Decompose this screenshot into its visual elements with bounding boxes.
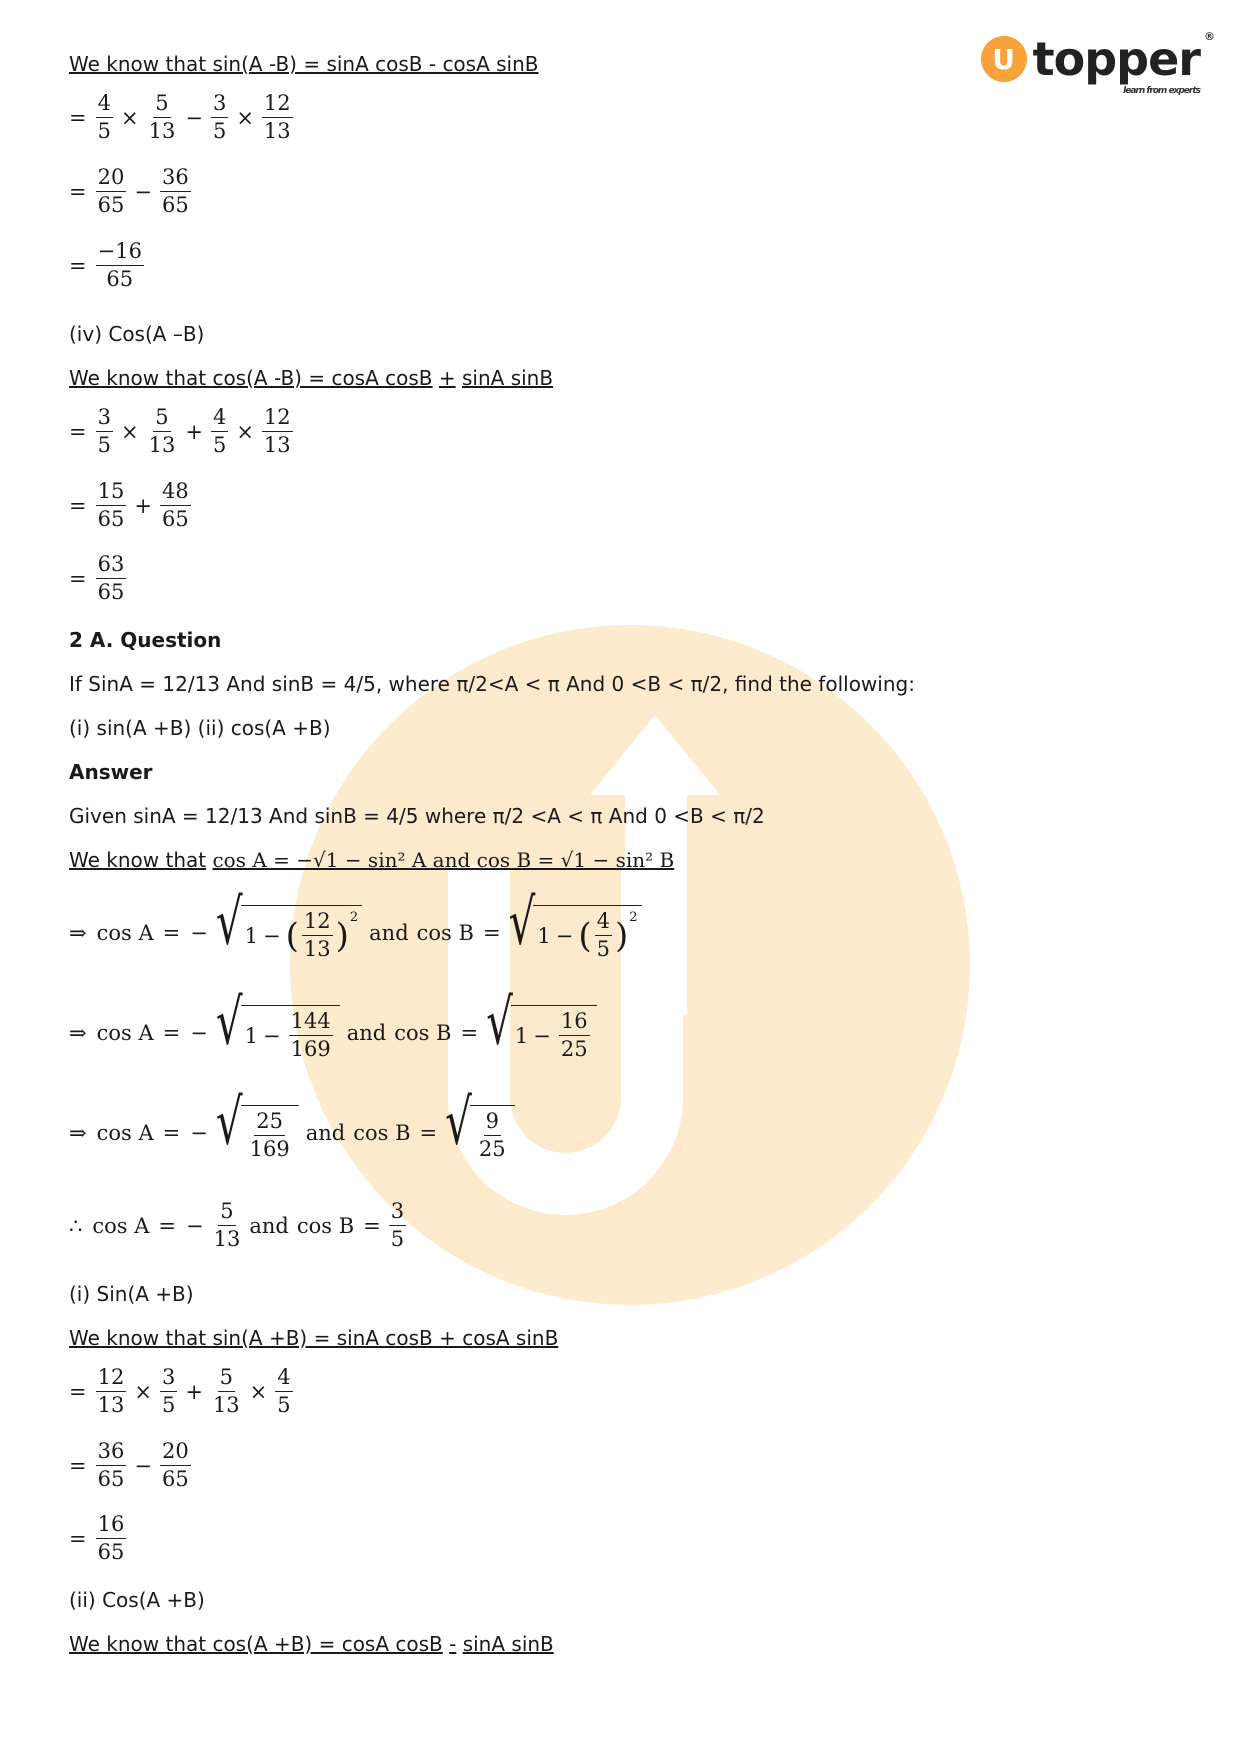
eq-sin-plus-step2: = $\frac{36}{65}$ − $\frac{20}{65}$ [69,1439,189,1492]
watermark-arrow-head [590,715,720,795]
question-title: 2 A. Question [69,628,222,652]
eq-cos-step1: = $\frac{3}{5}$ × $\frac{5}{13}$ + $\frac{4}{5}$ × $\frac{12}{13}$ [69,405,291,458]
logo-wordmark: topper [1032,32,1200,86]
eq-cos-derive1: ⇒ cos A = − √ 1 − ( $\frac{12}{13}$ ) 2 and cos B = √ 1 − ( $\frac{4}{5}$ ) 2 [69,905,645,961]
question-parts: (i) sin(A +B) (ii) cos(A +B) [69,716,331,740]
logo-name [1032,30,1214,96]
answer-title: Answer [69,760,153,784]
eq-sin-plus-result: = $\frac{16}{65}$ [69,1512,125,1565]
question-text: If SinA = 12/13 And sinB = 4/5, where π/2<A < π And 0 <B < π/2, find the following: [69,672,915,696]
eq-cos-derive3: ⇒ cos A = − √ $\frac{25}{169}$ and cos B = √ $\frac{9}{25}$ [69,1105,518,1161]
eq-sin-result: = $\frac{-16}{65}$ [69,239,142,292]
logo-badge-icon: U [981,36,1027,82]
eq-cos-step2: = $\frac{15}{65}$ + $\frac{48}{65}$ [69,479,189,532]
brand-logo [981,24,1214,96]
watermark-arrow-stem [625,765,687,1015]
eq-sin-plus-step1: = $\frac{12}{13}$ × $\frac{3}{5}$ + $\frac{5}{13}$ × $\frac{4}{5}$ [69,1365,291,1418]
part-ii-title: (ii) Cos(A +B) [69,1588,205,1612]
formula-sin-a-plus-b: We know that sin(A +B) = sinA cosB + cosA sinB [69,1326,559,1350]
eq-sin-step2: = $\frac{20}{65}$ − $\frac{36}{65}$ [69,165,189,218]
formula-cos-a-plus-b: We know that cos(A +B) = cosA cosB - sinA sinB [69,1632,554,1656]
logo-tagline: learn from experts [1123,86,1200,96]
eq-cos-derive2: ⇒ cos A = − √ 1 − $\frac{144}{169}$ and cos B = √ 1 − $\frac{16}{25}$ [69,1005,600,1061]
formula-sin-a-minus-b: We know that sin(A -B) = sinA cosB - cosA sinB [69,52,539,76]
eq-cos-values: ∴ cos A = − $\frac{5}{13}$ and cos B = $\frac{3}{5}$ [69,1199,405,1252]
given-statement: Given sinA = 12/13 And sinB = 4/5 where π/2 <A < π And 0 <B < π/2 [69,804,765,828]
logo-registered: ® [1204,30,1214,43]
know-identity: We know that cos A = −√1 − sin² A and cos B = √1 − sin² B [69,848,675,872]
eq-cos-result: = $\frac{63}{65}$ [69,552,125,605]
formula-cos-a-minus-b: We know that cos(A -B) = cosA cosB + sinA sinB [69,366,554,390]
eq-sin-step1: = $\frac{4}{5}$ × $\frac{5}{13}$ − $\frac{3}{5}$ × $\frac{12}{13}$ [69,91,291,144]
part-iv-title: (iv) Cos(A –B) [69,322,205,346]
part-i-title: (i) Sin(A +B) [69,1282,194,1306]
